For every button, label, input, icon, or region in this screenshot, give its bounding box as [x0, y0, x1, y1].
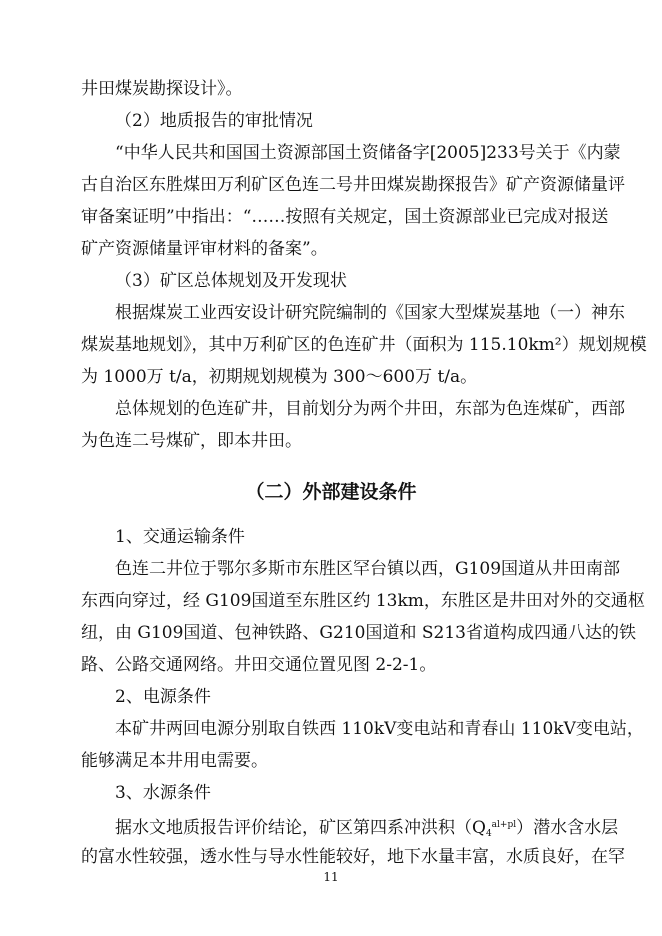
text-line: 井田煤炭勘探设计》。 [81, 79, 243, 99]
superscript: al+pl [491, 820, 517, 830]
text-line: 纽，由 G109国道、包神铁路、G210国道和 S213省道构成四通八达的铁 [81, 623, 636, 643]
text-line: 煤炭基地规划》，其中万利矿区的色连矿井（面积为 115.10km²）规划规模 [81, 335, 647, 355]
section-heading: （二）外部建设条件 [245, 481, 417, 503]
subheading: 1、交通运输条件 [115, 527, 245, 547]
text-line: 的富水性较强，透水性与导水性能较好，地下水量丰富，水质良好，在罕 [81, 847, 625, 867]
subheading: （2）地质报告的审批情况 [115, 111, 313, 131]
text-line: 色连二井位于鄂尔多斯市东胜区罕台镇以西，G109国道从井田南部 [115, 559, 621, 579]
subheading: （3）矿区总体规划及开发现状 [115, 271, 347, 291]
text-line: 根据煤炭工业西安设计研究院编制的《国家大型煤炭基地（一）神东 [115, 303, 625, 323]
page-number: 11 [323, 870, 339, 884]
text-line: 东西向穿过，经 G109国道至东胜区约 13km，东胜区是井田对外的交通枢 [81, 591, 645, 611]
text-line: 总体规划的色连矿井，目前划分为两个井田，东部为色连煤矿，西部 [115, 399, 625, 419]
text-span: 据水文地质报告评价结论，矿区第四系冲洪积（Q [115, 818, 486, 838]
text-line [115, 814, 618, 845]
text-line: 矿产资源储量评审材料的备案”。 [81, 239, 328, 259]
subheading: 3、水源条件 [115, 783, 211, 803]
text-line: 古自治区东胜煤田万利矿区色连二号井田煤炭勘探报告》矿产资源储量评 [81, 175, 625, 195]
text-line: 能够满足本井用电需要。 [81, 751, 268, 771]
text-line: 为 1000万 t/a，初期规划规模为 300～600万 t/a。 [81, 367, 478, 387]
text-line: 为色连二号煤矿，即本井田。 [81, 431, 302, 451]
text-line: “中华人民共和国国土资源部国土资储备字[2005]233号关于《内蒙 [115, 143, 621, 163]
subscript: 4 [485, 829, 492, 839]
text-span: ）潜水含水层 [516, 818, 619, 838]
text-line: 路、公路交通网络。井田交通位置见图 2-2-1。 [81, 655, 437, 675]
subheading: 2、电源条件 [115, 687, 211, 707]
text-line: 审备案证明”中指出：“……按照有关规定，国土资源部业已完成对报送 [81, 207, 609, 227]
text-line: 本矿井两回电源分别取自铁西 110kV变电站和青春山 110kV变电站， [115, 719, 644, 739]
